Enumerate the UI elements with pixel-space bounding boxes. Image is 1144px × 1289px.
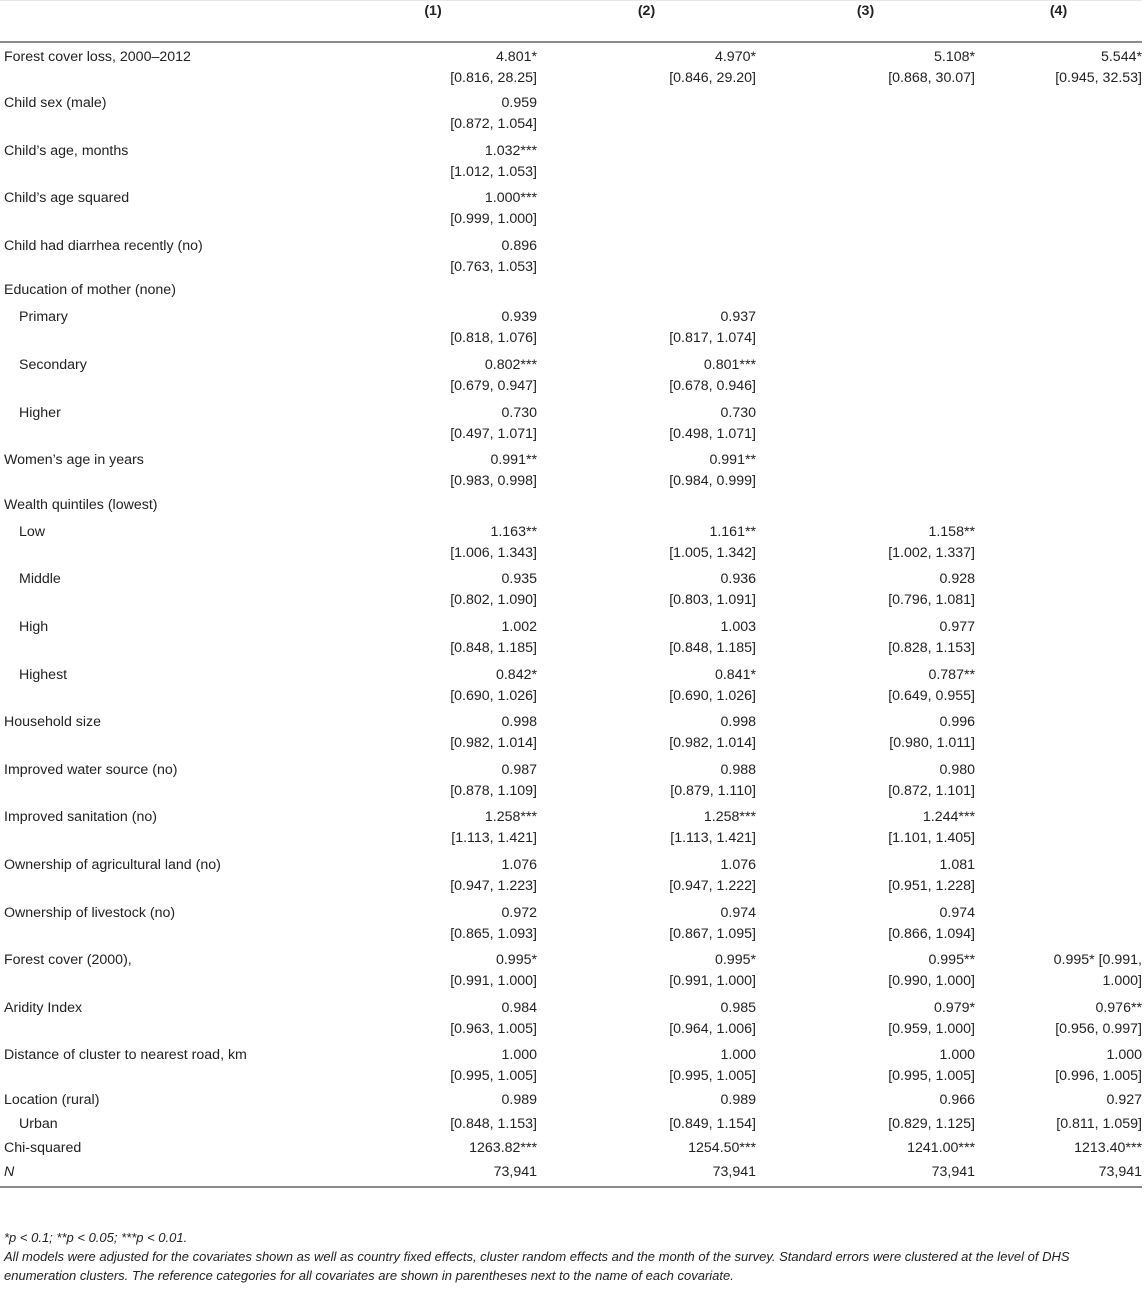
odds-ratio: 73,941 <box>712 1163 756 1180</box>
confidence-interval: [0.816, 28.25] <box>450 69 537 86</box>
odds-ratio: 1213.40*** <box>1074 1139 1142 1156</box>
value-cell <box>756 89 975 137</box>
value-cell <box>756 708 975 756</box>
odds-ratio: 0.935 <box>501 571 537 588</box>
row-label: Forest cover loss, 2000–2012 <box>4 48 191 65</box>
value-cell <box>975 613 1142 661</box>
value-cell <box>537 232 756 280</box>
value-cell <box>537 1089 756 1113</box>
confidence-interval: [0.982, 1.014] <box>669 735 756 752</box>
odds-ratio: 1263.82*** <box>469 1139 537 1156</box>
value-cell <box>756 351 975 399</box>
value-cell <box>756 994 975 1042</box>
table-row <box>0 756 1142 804</box>
odds-ratio: 5.544* <box>1100 48 1142 65</box>
row-label: N <box>0 1161 329 1187</box>
odds-ratio: 0.995* <box>714 952 756 969</box>
table-row <box>0 708 1142 756</box>
confidence-interval: [0.878, 1.109] <box>450 782 537 799</box>
confidence-interval: [0.498, 1.071] <box>669 425 756 442</box>
odds-ratio: 0.966 <box>939 1091 975 1108</box>
table-note: All models were adjusted for the covariates shown as well as country fixed effects, cluster random effects and the month of the survey. Standard errors were clustered at the level of DHS enumeration clusters. The reference categories for all covariates are shown in parentheses next to the name of each covariate. <box>4 1249 1070 1283</box>
confidence-interval: [1.012, 1.053] <box>450 163 537 180</box>
odds-ratio: 0.998 <box>501 714 537 731</box>
value-cell <box>329 1161 537 1187</box>
value-cell <box>975 1089 1142 1113</box>
confidence-interval: 1.000] <box>1102 973 1142 990</box>
row-label: Primary <box>19 309 68 326</box>
value-cell <box>975 708 1142 756</box>
confidence-interval: [0.867, 1.095] <box>669 925 756 942</box>
odds-ratio: 0.928 <box>939 571 975 588</box>
confidence-interval: [0.817, 1.074] <box>669 330 756 347</box>
value-cell <box>975 851 1142 899</box>
table-row <box>0 184 1142 232</box>
row-label: Ownership of livestock (no) <box>4 904 176 921</box>
odds-ratio: 0.995* [0.991, <box>1053 952 1142 969</box>
value-cell <box>975 494 1142 518</box>
confidence-interval: [1.002, 1.337] <box>888 544 975 561</box>
table-row <box>0 494 1142 518</box>
odds-ratio: 1.258*** <box>484 809 537 826</box>
value-cell <box>537 89 756 137</box>
odds-ratio: 0.979* <box>933 999 975 1016</box>
odds-ratio: 0.988 <box>720 761 756 778</box>
row-label: High <box>19 619 49 636</box>
confidence-interval: [0.945, 32.53] <box>1055 69 1142 86</box>
table-row <box>0 279 1142 303</box>
confidence-interval: [0.991, 1.000] <box>450 973 537 990</box>
odds-ratio: 1.258*** <box>703 809 756 826</box>
odds-ratio: 0.974 <box>720 904 756 921</box>
row-label: Secondary <box>19 357 87 374</box>
value-cell <box>537 1041 756 1089</box>
value-cell <box>537 1161 756 1187</box>
value-cell <box>975 351 1142 399</box>
confidence-interval: [0.990, 1.000] <box>888 973 975 990</box>
odds-ratio: 0.939 <box>501 309 537 326</box>
table-row <box>0 899 1142 947</box>
table-row <box>0 851 1142 899</box>
row-label: Child’s age, months <box>4 142 129 159</box>
confidence-interval: [0.991, 1.000] <box>669 973 756 990</box>
value-cell <box>537 899 756 947</box>
confidence-interval: [0.848, 1.185] <box>450 640 537 657</box>
header-label-cell <box>0 1 329 42</box>
value-cell <box>537 994 756 1042</box>
confidence-interval: [0.848, 1.185] <box>669 640 756 657</box>
row-label: Middle <box>19 571 61 588</box>
value-cell <box>975 1161 1142 1187</box>
value-cell <box>975 1137 1142 1161</box>
value-cell <box>329 1089 537 1113</box>
confidence-interval: [0.956, 0.997] <box>1055 1020 1142 1037</box>
table-row <box>0 89 1142 137</box>
confidence-interval: [1.101, 1.405] <box>888 830 975 847</box>
value-cell <box>329 613 537 661</box>
value-cell <box>756 137 975 185</box>
value-cell <box>975 1041 1142 1089</box>
value-cell <box>975 184 1142 232</box>
value-cell <box>537 851 756 899</box>
value-cell <box>537 184 756 232</box>
odds-ratio: 0.985 <box>720 999 756 1016</box>
confidence-interval: [0.866, 1.094] <box>888 925 975 942</box>
odds-ratio: 0.974 <box>939 904 975 921</box>
odds-ratio: 0.927 <box>1106 1091 1142 1108</box>
odds-ratio: [0.829, 1.125] <box>888 1115 975 1132</box>
value-cell <box>975 446 1142 494</box>
odds-ratio: 0.998 <box>720 714 756 731</box>
value-cell <box>975 279 1142 303</box>
table-row <box>0 661 1142 709</box>
odds-ratio: 0.896 <box>501 237 537 254</box>
value-cell <box>975 518 1142 566</box>
odds-ratio: 4.970* <box>714 48 756 65</box>
odds-ratio: 0.730 <box>501 404 537 421</box>
value-cell <box>329 351 537 399</box>
odds-ratio: 5.108* <box>933 48 975 65</box>
confidence-interval: [0.982, 1.014] <box>450 735 537 752</box>
confidence-interval: [1.113, 1.421] <box>670 830 756 847</box>
value-cell <box>975 803 1142 851</box>
value-cell <box>537 803 756 851</box>
table-row <box>0 1113 1142 1137</box>
odds-ratio: 1.158** <box>928 523 975 540</box>
value-cell <box>756 1137 975 1161</box>
row-label: Improved sanitation (no) <box>4 809 157 826</box>
value-cell <box>756 303 975 351</box>
value-cell <box>756 518 975 566</box>
value-cell <box>537 708 756 756</box>
table-row <box>0 1089 1142 1113</box>
confidence-interval: [0.846, 29.20] <box>669 69 756 86</box>
value-cell <box>756 1089 975 1113</box>
odds-ratio: 1.000 <box>1106 1047 1142 1064</box>
row-label: Forest cover (2000), <box>4 952 132 969</box>
odds-ratio: 1.081 <box>939 857 975 873</box>
confidence-interval: [0.984, 0.999] <box>669 473 756 490</box>
confidence-interval: [0.679, 0.947] <box>450 378 537 395</box>
value-cell <box>975 137 1142 185</box>
odds-ratio: 1.000 <box>720 1047 756 1064</box>
column-header: (2) <box>537 1 756 42</box>
confidence-interval: [0.803, 1.091] <box>669 592 756 609</box>
value-cell <box>756 1041 975 1089</box>
value-cell <box>756 565 975 613</box>
significance-note: *p < 0.1; **p < 0.05; ***p < 0.01. <box>4 1230 188 1245</box>
value-cell <box>329 303 537 351</box>
odds-ratio: [0.849, 1.154] <box>669 1115 756 1132</box>
table-row <box>0 518 1142 566</box>
confidence-interval: [1.006, 1.343] <box>450 544 537 561</box>
odds-ratio: 1.163** <box>490 523 537 540</box>
value-cell <box>756 803 975 851</box>
table-row <box>0 1161 1142 1187</box>
odds-ratio: 0.841* <box>714 666 756 683</box>
odds-ratio: 0.801*** <box>703 357 756 374</box>
column-header: (1) <box>329 1 537 42</box>
confidence-interval: [0.802, 1.090] <box>450 592 537 609</box>
value-cell <box>756 42 975 90</box>
odds-ratio: 1.076 <box>501 857 537 873</box>
odds-ratio: 1.003 <box>720 619 756 636</box>
table-row <box>0 946 1142 994</box>
confidence-interval: [0.796, 1.081] <box>888 592 975 609</box>
row-label: Wealth quintiles (lowest) <box>4 496 158 513</box>
odds-ratio: 0.937 <box>720 309 756 326</box>
confidence-interval: [0.951, 1.228] <box>888 878 975 894</box>
value-cell <box>975 994 1142 1042</box>
odds-ratio: 0.991** <box>490 452 537 469</box>
value-cell <box>975 89 1142 137</box>
value-cell <box>329 518 537 566</box>
odds-ratio: 73,941 <box>931 1163 975 1180</box>
value-cell <box>329 494 537 518</box>
value-cell <box>756 1161 975 1187</box>
row-label: Household size <box>4 714 102 731</box>
value-cell <box>329 42 537 90</box>
table-row <box>0 42 1142 90</box>
odds-ratio: 1.000*** <box>484 190 537 207</box>
odds-ratio: 0.976** <box>1095 999 1142 1016</box>
table-row <box>0 565 1142 613</box>
value-cell <box>756 946 975 994</box>
value-cell <box>329 708 537 756</box>
odds-ratio: 0.989 <box>501 1091 537 1108</box>
value-cell <box>975 899 1142 947</box>
value-cell <box>975 946 1142 994</box>
row-label: Child had diarrhea recently (no) <box>4 237 203 254</box>
value-cell <box>756 1113 975 1137</box>
confidence-interval: [0.983, 0.998] <box>450 473 537 490</box>
value-cell <box>329 851 537 899</box>
confidence-interval: [0.947, 1.222] <box>669 878 756 894</box>
confidence-interval: [1.005, 1.342] <box>669 544 756 561</box>
value-cell <box>537 1113 756 1137</box>
odds-ratio: 0.972 <box>501 904 537 921</box>
table-header <box>0 1 1142 42</box>
confidence-interval: [0.690, 1.026] <box>450 687 537 704</box>
value-cell <box>329 994 537 1042</box>
value-cell <box>329 946 537 994</box>
value-cell <box>329 137 537 185</box>
value-cell <box>537 946 756 994</box>
value-cell <box>329 279 537 303</box>
confidence-interval: [0.964, 1.006] <box>669 1020 756 1037</box>
value-cell <box>537 137 756 185</box>
odds-ratio: 1241.00*** <box>907 1139 975 1156</box>
confidence-interval: [0.995, 1.005] <box>450 1068 537 1085</box>
value-cell <box>975 232 1142 280</box>
value-cell <box>329 899 537 947</box>
confidence-interval: [0.996, 1.005] <box>1055 1068 1142 1085</box>
table-row <box>0 613 1142 661</box>
odds-ratio: [0.811, 1.059] <box>1056 1115 1142 1132</box>
confidence-interval: [0.763, 1.053] <box>450 258 537 275</box>
table-footnotes <box>4 1228 1140 1285</box>
odds-ratio: 1.002 <box>501 619 537 636</box>
row-label: Distance of cluster to nearest road, km <box>4 1047 247 1064</box>
value-cell <box>537 756 756 804</box>
odds-ratio: 1254.50*** <box>688 1139 756 1156</box>
value-cell <box>975 1113 1142 1137</box>
value-cell <box>537 279 756 303</box>
value-cell <box>975 565 1142 613</box>
confidence-interval: [0.959, 1.000] <box>888 1020 975 1037</box>
value-cell <box>756 899 975 947</box>
value-cell <box>756 279 975 303</box>
value-cell <box>329 399 537 447</box>
confidence-interval: [0.999, 1.000] <box>450 211 537 228</box>
value-cell <box>975 399 1142 447</box>
value-cell <box>537 661 756 709</box>
odds-ratio: 1.161** <box>709 523 756 540</box>
confidence-interval: [0.872, 1.054] <box>450 116 537 133</box>
table-body <box>0 42 1142 1187</box>
odds-ratio: 0.959 <box>501 95 537 112</box>
odds-ratio: 1.000 <box>501 1047 537 1064</box>
odds-ratio: 0.991** <box>709 452 756 469</box>
confidence-interval: [0.995, 1.005] <box>669 1068 756 1085</box>
value-cell <box>756 494 975 518</box>
odds-ratio: 0.984 <box>501 999 537 1016</box>
odds-ratio: 0.987 <box>501 761 537 778</box>
table-row <box>0 1041 1142 1089</box>
odds-ratio: 0.996 <box>939 714 975 731</box>
value-cell <box>329 756 537 804</box>
confidence-interval: [0.872, 1.101] <box>888 782 975 799</box>
value-cell <box>975 756 1142 804</box>
value-cell <box>756 661 975 709</box>
row-label: Child sex (male) <box>4 95 107 112</box>
table-row <box>0 351 1142 399</box>
row-label: Urban <box>19 1115 58 1132</box>
confidence-interval: [0.868, 30.07] <box>888 69 975 86</box>
value-cell <box>756 399 975 447</box>
confidence-interval: [0.947, 1.223] <box>450 878 537 894</box>
column-header: (4) <box>975 1 1142 42</box>
odds-ratio: 1.032*** <box>484 142 537 159</box>
value-cell <box>329 184 537 232</box>
row-label: Child’s age squared <box>4 190 130 207</box>
table-row <box>0 994 1142 1042</box>
value-cell <box>756 613 975 661</box>
value-cell <box>329 803 537 851</box>
value-cell <box>329 89 537 137</box>
confidence-interval: [0.649, 0.955] <box>888 687 975 704</box>
value-cell <box>756 184 975 232</box>
table-row <box>0 803 1142 851</box>
row-label: Education of mother (none) <box>4 282 176 299</box>
value-cell <box>537 613 756 661</box>
row-label: Low <box>19 523 46 540</box>
value-cell <box>756 851 975 899</box>
value-cell <box>329 1041 537 1089</box>
row-label: Higher <box>19 404 61 421</box>
odds-ratio: 0.787** <box>928 666 975 683</box>
value-cell <box>975 661 1142 709</box>
odds-ratio: 1.076 <box>720 857 756 873</box>
value-cell <box>329 1137 537 1161</box>
value-cell <box>756 232 975 280</box>
confidence-interval: [0.678, 0.946] <box>669 378 756 395</box>
row-label: Women’s age in years <box>4 452 144 469</box>
odds-ratio: 73,941 <box>493 1163 537 1180</box>
odds-ratio: 0.980 <box>939 761 975 778</box>
confidence-interval: [0.497, 1.071] <box>450 425 537 442</box>
odds-ratio: 1.244*** <box>922 809 975 826</box>
table-row <box>0 399 1142 447</box>
value-cell <box>329 446 537 494</box>
value-cell <box>537 494 756 518</box>
confidence-interval: [0.865, 1.093] <box>450 925 537 942</box>
confidence-interval: [0.879, 1.110] <box>670 782 756 799</box>
column-header: (3) <box>756 1 975 42</box>
row-label: Aridity Index <box>4 999 83 1016</box>
value-cell <box>537 518 756 566</box>
confidence-interval: [0.963, 1.005] <box>450 1020 537 1037</box>
value-cell <box>329 1113 537 1137</box>
value-cell <box>537 446 756 494</box>
odds-ratio: 1.000 <box>939 1047 975 1064</box>
value-cell <box>975 303 1142 351</box>
odds-ratio: [0.848, 1.153] <box>450 1115 537 1132</box>
odds-ratio: 0.989 <box>720 1091 756 1108</box>
confidence-interval: [0.980, 1.011] <box>889 735 975 752</box>
table-row <box>0 137 1142 185</box>
row-label: Improved water source (no) <box>4 761 178 778</box>
confidence-interval: [0.828, 1.153] <box>888 640 975 657</box>
row-label: Location (rural) <box>4 1091 100 1108</box>
row-label: Highest <box>19 666 68 683</box>
table-row <box>0 232 1142 280</box>
odds-ratio: 0.995* <box>495 952 537 969</box>
odds-ratio: 0.802*** <box>484 357 537 374</box>
row-label: Ownership of agricultural land (no) <box>4 857 221 873</box>
table-row <box>0 446 1142 494</box>
value-cell <box>329 565 537 613</box>
row-label: Chi-squared <box>4 1139 82 1156</box>
odds-ratio: 0.977 <box>939 619 975 636</box>
table-row <box>0 1137 1142 1161</box>
odds-ratio: 73,941 <box>1098 1163 1142 1180</box>
confidence-interval: [0.818, 1.076] <box>450 330 537 347</box>
value-cell <box>975 42 1142 90</box>
confidence-interval: [0.690, 1.026] <box>669 687 756 704</box>
value-cell <box>537 42 756 90</box>
odds-ratio: 0.995** <box>928 952 975 969</box>
odds-ratio: 0.842* <box>495 666 537 683</box>
odds-ratio: 0.936 <box>720 571 756 588</box>
confidence-interval: [1.113, 1.421] <box>451 830 537 847</box>
value-cell <box>537 303 756 351</box>
value-cell <box>329 661 537 709</box>
value-cell <box>329 232 537 280</box>
value-cell <box>537 1137 756 1161</box>
odds-ratio: 4.801* <box>495 48 537 65</box>
confidence-interval: [0.995, 1.005] <box>888 1068 975 1085</box>
value-cell <box>756 756 975 804</box>
value-cell <box>537 565 756 613</box>
value-cell <box>756 446 975 494</box>
value-cell <box>537 399 756 447</box>
value-cell <box>537 351 756 399</box>
table-row <box>0 303 1142 351</box>
odds-ratio: 0.730 <box>720 404 756 421</box>
